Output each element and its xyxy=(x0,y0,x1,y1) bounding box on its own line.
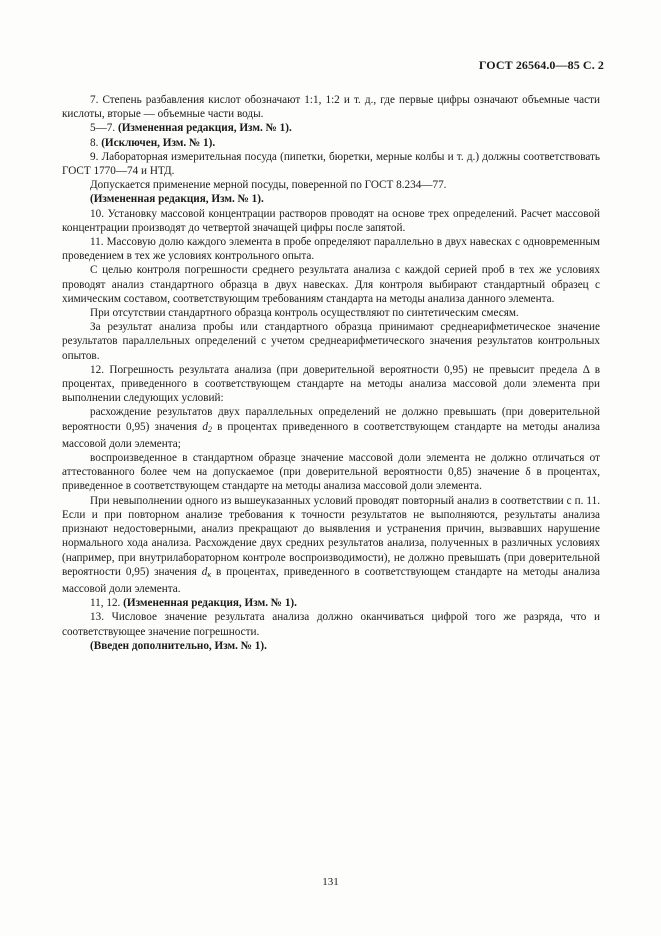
amendment-note: (Измененная редакция, Изм. № 1). xyxy=(117,122,292,135)
variable-d: d xyxy=(201,565,208,578)
variable-d: d xyxy=(202,420,208,433)
paragraph-12-repeat: При невыполнении одного из вышеуказанных условий проводят повторный анализ в соответствии с п. 11. Если и при повторном анализе требования к точности результатов не выполняются, результаты анализа признают недостоверными, анализ прекращают до выявления и устранения причин, вызвавших нарушение нормального хода анализа. Расхождение двух средних результатов анализа, полученных в различных условиях (например, при внутрилабораторном контроле воспроизводимости), не должно превышать (при доверительной вероятности 0,95) значения $d_к$ в процентах, приведенного в соответствующем стандарте на методы анализа массовой доли элемента. xyxy=(62,494,601,595)
paragraph-10: 10. Установку массовой концентрации растворов проводят на основе трех определений. Расчет массовой концентрации производят до четвертой значащей цифры после запятой. xyxy=(62,207,600,234)
paragraph-11: 11. Массовую долю каждого элемента в пробе определяют параллельно в двух навесках с одновременным проведением в тех же условиях контрольного опыта. xyxy=(62,236,600,263)
paragraph-13: 13. Числовое значение результата анализа должно оканчиваться цифрой того же разряда, что и соответствующее значение погрешности. xyxy=(62,611,600,638)
variable-subscript: к xyxy=(207,569,212,579)
page-number: 131 xyxy=(322,876,339,888)
paragraph-11-synthetic: При отсутствии стандартного образца контроль осуществляют по синтетическим смесям. xyxy=(90,307,519,320)
paragraph-8 xyxy=(62,136,600,150)
condition-parallel: расхождение результатов двух параллельных определений не должно превышать (при доверительной вероятности 0,95) значения $d_2$ в процентах приведенного в соответствующем стандарте на методы анализа массовой доли элемента; xyxy=(62,406,600,450)
paragraph-9: 9. Лабораторная измерительная посуда (пипетки, бюретки, мерные колбы и т. д.) должны соответствовать ГОСТ 1770—74 и НТД. xyxy=(62,150,600,178)
page-header: ГОСТ 26564.0—85 С. 2 xyxy=(478,58,604,72)
paragraph-9-note: Допускается применение мерной посуды, поверенной по ГОСТ 8.234—77. xyxy=(90,179,447,192)
clause-ref: 5—7. xyxy=(90,122,116,135)
clause-ref: 8. xyxy=(90,136,99,149)
amendment-note: (Измененная редакция, Изм. № 1). xyxy=(90,193,264,206)
paragraph-12: 12. Погрешность результата анализа (при доверительной вероятности 0,95) не превысит предела Δ в процентах, приведенного в соответствующем стандарте на методы анализа массовой доли элемента при выполнении следующих условий: xyxy=(62,363,600,405)
clause-ref: 11, 12. xyxy=(90,597,121,610)
amendment-note: (Введен дополнительно, Изм. № 1). xyxy=(90,639,267,652)
amendment-note: (Измененная редакция, Изм. № 1). xyxy=(123,597,297,610)
variable-subscript: 2 xyxy=(207,424,212,434)
paragraph-11-result: За результат анализа пробы или стандартного образца принимают среднеарифметическое значение результатов параллельных определений с учетом среднеарифметического значения результатов контрольных опытов. xyxy=(62,321,600,362)
document-body xyxy=(62,93,600,653)
paragraph-7: 7. Степень разбавления кислот обозначают 1:1, 1:2 и т. д., где первые цифры означают объемные части кислоты, вторые — объемные части воды. xyxy=(62,94,600,121)
amendment-11-12 xyxy=(62,596,600,610)
amendment-5-7 xyxy=(62,121,600,135)
amendment-note: (Исключен, Изм. № 1). xyxy=(101,136,216,149)
paragraph-11-control: С целью контроля погрешности среднего результата анализа с каждой серией проб в тех же условиях проводят анализ стандартного образца в двух навесках. Для контроля выбирают стандартный образец с химическим составом, соответствующим требованиям стандарта на методы анализа данного элемента. xyxy=(62,264,600,305)
condition-standard-sample: воспроизведенное в стандартном образце значение массовой доли элемента не должно отличаться от аттестованного более чем на допускаемое (при доверительной вероятности 0,85) значение δ в процентах, приведенное в соответствующем стандарте на методы анализа массовой доли элемента. xyxy=(62,452,600,493)
